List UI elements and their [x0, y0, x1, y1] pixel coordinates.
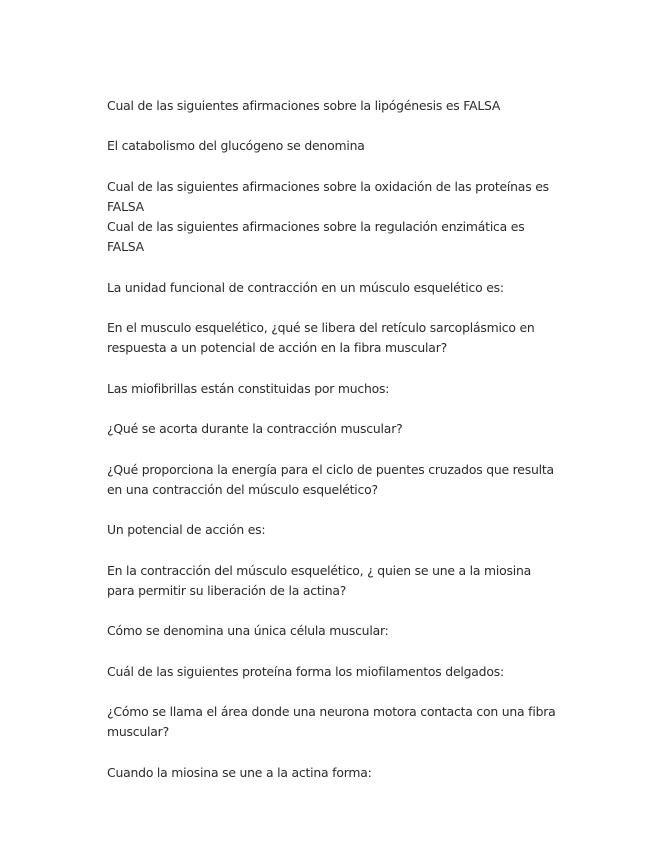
- question-item: Cual de las siguientes afirmaciones sobre la lipógénesis es FALSA: [107, 98, 501, 113]
- question-list: [107, 96, 557, 803]
- question-item: La unidad funcional de contracción en un músculo esquelético es:: [107, 279, 504, 295]
- question-item: Cual de las siguientes afirmaciones sobre la oxidación de las proteínas es FALSA: [107, 178, 549, 214]
- question-item: ¿Qué proporciona la energía para el ciclo de puentes cruzados que resulta en una contracción del músculo esquelético?: [107, 461, 554, 497]
- question-item: ¿Qué se acorta durante la contracción muscular?: [107, 421, 403, 437]
- question-item: Cual de las siguientes afirmaciones sobre la regulación enzimática es FALSA: [107, 219, 525, 255]
- question-item: El catabolismo del glucógeno se denomina: [107, 138, 365, 154]
- question-item: Un potencial de acción es:: [107, 522, 266, 538]
- question-item: ¿Cómo se llama el área donde una neurona motora contacta con una fibra muscular?: [107, 703, 556, 740]
- question-item: Cómo se denomina una única célula muscular:: [107, 623, 389, 639]
- question-item: Cuál de las siguientes proteína forma los miofilamentos delgados:: [107, 663, 504, 679]
- question-item: En el musculo esquelético, ¿qué se libera del retículo sarcoplásmico en respuesta a un potencial de acción en la fibra muscular?: [107, 320, 535, 356]
- question-item: Cuando la miosina se une a la actina forma:: [107, 764, 372, 780]
- question-item: En la contracción del músculo esquelético, ¿ quien se une a la miosina para permitir su liberación de la actina?: [107, 562, 532, 598]
- question-item: Las miofibrillas están constituidas por muchos:: [107, 380, 390, 396]
